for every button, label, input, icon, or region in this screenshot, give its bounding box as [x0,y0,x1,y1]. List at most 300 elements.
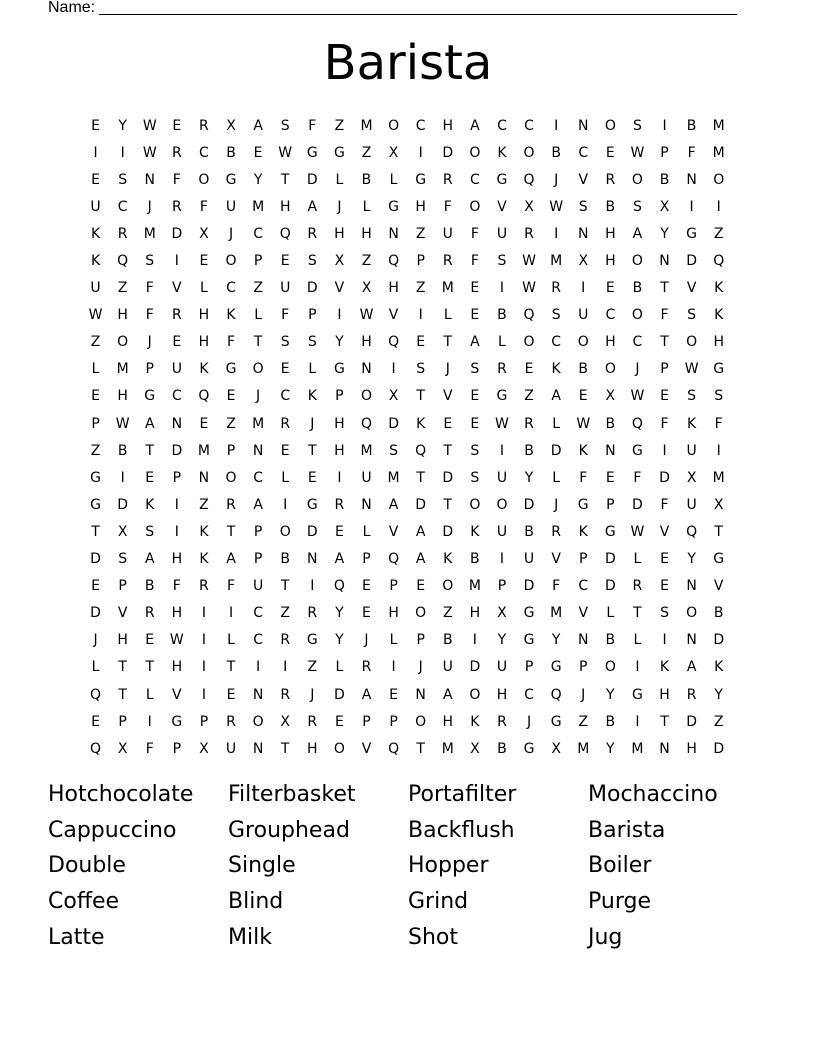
grid-letter: E [362,578,371,595]
word-list-item: Single [228,853,296,879]
grid-letter: G [550,659,562,676]
grid-letter: D [523,578,535,595]
grid-letter: T [416,388,425,405]
grid-letter: N [686,632,697,649]
word-list-item: Cappuccino [48,817,177,843]
grid-letter: E [145,469,155,486]
grid-letter: E [660,578,669,595]
grid-letter: H [198,334,210,351]
grid-letter: R [551,280,561,297]
grid-letter: J [147,334,152,351]
grid-letter: Y [714,686,723,703]
grid-letter: G [225,361,237,378]
grid-letter: I [716,442,721,459]
grid-letter: H [686,740,697,757]
grid-letter: J [581,686,586,703]
grid-letter: I [310,578,315,595]
grid-letter: N [659,740,670,757]
grid-letter: F [552,578,561,595]
grid-letter: S [416,361,426,378]
grid-letter: T [118,659,127,676]
grid-letter: O [686,605,698,622]
grid-letter: Z [524,388,534,405]
grid-letter: Y [335,334,344,351]
grid-letter: D [469,659,481,676]
grid-letter: O [631,253,643,270]
grid-letter: J [364,632,369,649]
grid-letter: T [253,334,263,351]
grid-letter: F [226,334,236,351]
grid-letter: E [470,388,480,405]
grid-letter: G [225,171,237,188]
grid-letter: E [524,361,534,378]
grid-letter: A [632,225,643,242]
grid-letter: T [660,713,669,730]
grid-letter: F [172,578,181,595]
word-list-item: Grind [408,889,469,915]
name-label: Name: [48,0,96,16]
grid-letter: Z [90,442,101,459]
grid-letter: P [308,307,317,324]
grid-letter: D [171,225,183,242]
grid-letter: U [252,578,264,595]
word-list-item: Backflush [408,817,515,843]
grid-letter: H [496,686,508,703]
grid-letter: S [307,334,317,351]
word-list-item: Portafilter [408,782,517,808]
grid-letter: X [497,605,507,622]
grid-letter: S [470,442,480,459]
grid-letter: V [334,280,345,297]
grid-letter: D [90,605,101,622]
grid-letter: I [554,225,559,242]
grid-letter: Q [388,740,400,757]
grid-letter: P [362,713,371,730]
grid-letter: F [145,280,154,297]
grid-letter: H [713,334,724,351]
grid-letter: J [526,713,532,730]
grid-letter: P [226,442,236,459]
grid-letter: M [387,469,400,486]
grid-letter: K [90,225,101,242]
grid-letter: O [360,388,372,405]
grid-letter: I [283,496,288,513]
grid-letter: C [524,686,534,703]
grid-letter: H [388,605,399,622]
grid-letter: Z [361,253,372,270]
grid-letter: H [307,740,318,757]
grid-letter: S [551,307,561,324]
grid-letter: L [633,551,642,568]
letter-grid [82,112,732,762]
grid-letter: G [631,442,643,459]
grid-letter: E [91,117,100,134]
grid-letter: Z [713,713,724,730]
grid-letter: R [307,605,318,622]
grid-letter: Q [550,686,562,703]
grid-letter: P [253,523,263,540]
grid-letter: R [226,713,236,730]
grid-letter: G [90,496,101,513]
grid-letter: P [199,713,209,730]
grid-letter: O [523,144,535,161]
grid-letter: D [659,469,670,486]
grid-letter: P [579,659,588,676]
grid-letter: E [416,334,426,351]
grid-letter: L [91,361,100,378]
grid-letter: B [144,578,155,595]
grid-letter: I [174,496,179,513]
grid-letter: S [660,605,669,622]
grid-letter: Z [226,415,236,432]
grid-letter: U [442,659,453,676]
grid-letter: K [687,415,697,432]
grid-letter: P [253,253,263,270]
grid-letter: V [497,198,507,215]
grid-letter: K [307,388,317,405]
grid-letter: G [90,469,101,486]
grid-letter: V [659,523,670,540]
grid-letter: I [174,523,179,540]
grid-letter: A [144,415,155,432]
grid-letter: C [524,117,534,134]
grid-letter: H [415,198,426,215]
grid-letter: E [660,551,669,568]
grid-letter: K [199,551,209,568]
grid-letter: E [443,415,453,432]
word-list [48,777,768,955]
grid-letter: Z [253,280,263,297]
grid-letter: P [172,469,182,486]
grid-letter: F [470,253,479,270]
grid-letter: Z [578,713,589,730]
grid-letter: K [416,415,426,432]
grid-letter: C [117,198,128,215]
grid-letter: B [442,632,453,649]
grid-letter: S [497,253,507,270]
grid-letter: O [279,523,291,540]
grid-letter: J [310,686,315,703]
grid-letter: S [578,198,588,215]
grid-letter: W [88,307,103,324]
grid-letter: N [388,225,399,242]
grid-letter: E [253,144,263,161]
grid-letter: H [605,225,616,242]
grid-letter: I [256,659,261,676]
grid-letter: T [443,496,453,513]
grid-letter: J [256,388,261,405]
grid-letter: E [226,686,236,703]
grid-letter: H [198,307,210,324]
grid-letter: E [605,144,615,161]
grid-letter: O [713,171,725,188]
grid-letter: V [361,740,372,757]
grid-letter: P [335,388,344,405]
grid-letter: E [172,334,182,351]
grid-letter: Q [415,442,427,459]
grid-letter: T [714,523,723,540]
grid-letter: J [554,171,559,188]
grid-letter: I [120,469,125,486]
grid-letter: N [577,632,589,649]
grid-letter: I [391,361,396,378]
grid-letter: N [686,578,697,595]
grid-letter: I [581,280,586,297]
grid-letter: J [93,632,98,649]
grid-letter: L [254,307,263,324]
grid-letter: O [225,253,237,270]
grid-letter: Y [606,686,615,703]
grid-letter: E [199,415,209,432]
grid-letter: I [499,280,505,297]
grid-letter: A [307,198,318,215]
grid-letter: U [496,523,508,540]
grid-letter: U [496,469,508,486]
grid-letter: O [252,713,264,730]
grid-letter: W [549,198,564,215]
grid-letter: N [198,469,210,486]
grid-letter: G [686,225,698,242]
grid-letter: I [391,659,396,676]
grid-letter: D [550,442,562,459]
grid-letter: T [118,686,127,703]
grid-letter: B [226,144,236,161]
grid-letter: E [605,469,615,486]
grid-letter: F [281,307,290,324]
word-list-item: Purge [588,889,651,915]
grid-letter: B [713,605,724,622]
grid-letter: M [360,442,373,459]
grid-letter: J [554,496,559,513]
grid-letter: D [171,442,183,459]
grid-letter: H [171,659,183,676]
name-field[interactable] [48,0,737,18]
grid-letter: A [226,551,236,568]
grid-letter: L [362,198,371,215]
grid-letter: J [310,415,315,432]
grid-letter: W [169,632,184,649]
grid-letter: T [633,605,642,622]
grid-letter: Z [415,280,426,297]
grid-letter: X [361,280,372,297]
grid-letter: L [362,523,371,540]
grid-letter: M [468,578,481,595]
grid-letter: Z [361,144,372,161]
grid-letter: O [333,740,345,757]
grid-letter: C [605,307,616,324]
grid-letter: U [90,198,101,215]
grid-letter: E [470,307,480,324]
grid-letter: T [443,442,453,459]
grid-letter: O [415,605,427,622]
grid-letter: D [604,551,616,568]
word-list-item: Grouphead [228,817,350,843]
grid-letter: C [578,578,589,595]
grid-letter: B [605,198,616,215]
grid-letter: G [713,551,725,568]
grid-letter: B [497,740,507,757]
word-list-item: Hotchocolate [48,782,194,808]
grid-letter: X [713,496,724,513]
grid-letter: S [687,307,697,324]
grid-letter: B [280,551,290,568]
grid-letter: R [497,713,507,730]
grid-letter: P [579,551,588,568]
grid-letter: N [605,442,616,459]
word-list-item: Milk [228,924,272,950]
grid-letter: M [577,740,590,757]
grid-letter: O [225,469,237,486]
grid-letter: Y [335,632,344,649]
grid-letter: V [442,388,453,405]
grid-letter: W [630,388,645,405]
grid-letter: M [441,740,454,757]
grid-letter: U [523,551,535,568]
grid-letter: C [578,144,589,161]
word-list-item: Blind [228,889,284,915]
grid-letter: G [306,144,318,161]
name-underline[interactable] [99,14,737,15]
grid-letter: L [335,171,344,188]
grid-letter: B [659,171,670,188]
grid-letter: E [91,578,100,595]
grid-letter: F [199,198,208,215]
grid-letter: Y [606,740,615,757]
grid-letter: E [172,117,182,134]
grid-letter: Y [660,225,669,242]
grid-letter: Q [713,253,725,270]
grid-letter: D [306,523,318,540]
grid-letter: X [117,523,128,540]
grid-letter: B [605,415,616,432]
grid-letter: C [253,632,263,649]
grid-letter: W [142,117,157,134]
grid-letter: M [712,117,725,134]
grid-letter: L [443,307,452,324]
grid-letter: I [174,253,179,270]
grid-letter: W [522,253,536,270]
grid-letter: K [497,144,507,161]
grid-letter: K [90,253,101,270]
grid-letter: P [389,578,398,595]
grid-letter: E [660,388,669,405]
grid-letter: D [686,253,697,270]
grid-letter: R [199,578,209,595]
grid-letter: T [280,740,290,757]
grid-letter: R [632,578,643,595]
grid-letter: O [631,171,643,188]
grid-letter: G [631,686,643,703]
grid-letter: I [120,144,125,161]
grid-letter: Z [307,659,318,676]
grid-letter: R [361,659,372,676]
grid-letter: Q [90,740,102,757]
grid-letter: W [142,144,157,161]
grid-letter: R [226,496,236,513]
grid-letter: G [144,388,156,405]
grid-letter: X [199,740,209,757]
grid-letter: M [360,117,373,134]
grid-letter: H [442,713,454,730]
grid-letter: E [334,523,344,540]
grid-letter: C [199,144,209,161]
grid-letter: E [91,713,100,730]
grid-letter: P [660,361,669,378]
grid-letter: M [631,740,644,757]
grid-letter: G [333,144,345,161]
grid-letter: U [361,469,372,486]
grid-letter: F [660,307,669,324]
grid-letter: W [630,144,645,161]
grid-letter: X [226,117,236,134]
grid-letter: C [497,117,507,134]
grid-letter: Q [523,171,535,188]
grid-letter: T [91,523,100,540]
word-list-item: Shot [408,924,458,950]
grid-letter: D [388,415,399,432]
grid-letter: G [604,523,616,540]
grid-letter: J [337,198,342,215]
grid-letter: X [117,740,128,757]
grid-letter: I [499,551,505,568]
grid-letter: E [578,388,588,405]
grid-letter: C [253,605,263,622]
grid-letter: H [361,225,372,242]
grid-letter: O [604,117,616,134]
grid-letter: E [91,171,100,188]
grid-letter: M [252,198,265,215]
grid-letter: S [280,117,290,134]
grid-letter: Q [388,253,400,270]
grid-letter: D [90,551,101,568]
grid-letter: B [551,144,561,161]
grid-letter: R [199,117,209,134]
grid-letter: R [524,415,534,432]
grid-letter: R [307,225,318,242]
grid-letter: N [361,496,372,513]
grid-letter: D [632,496,643,513]
grid-letter: J [418,659,423,676]
grid-letter: L [389,171,398,188]
grid-letter: D [415,496,427,513]
grid-letter: P [172,740,182,757]
grid-letter: N [171,415,183,432]
grid-letter: G [523,740,535,757]
grid-letter: I [201,605,206,622]
grid-letter: T [660,280,669,297]
word-list-item: Hopper [408,853,489,879]
grid-letter: O [469,496,481,513]
grid-letter: L [91,659,100,676]
grid-letter: I [635,713,640,730]
grid-letter: C [226,280,236,297]
grid-letter: V [172,280,182,297]
grid-letter: N [252,686,264,703]
grid-letter: Q [360,415,372,432]
grid-letter: B [361,171,372,188]
grid-letter: G [523,605,535,622]
grid-letter: A [551,388,561,405]
grid-letter: Q [117,253,129,270]
grid-letter: H [117,388,128,405]
grid-letter: Y [524,469,534,486]
grid-letter: S [389,442,399,459]
grid-letter: R [117,225,128,242]
grid-letter: R [524,225,534,242]
grid-letter: F [687,144,696,161]
grid-letter: Z [334,117,345,134]
grid-letter: A [686,659,697,676]
